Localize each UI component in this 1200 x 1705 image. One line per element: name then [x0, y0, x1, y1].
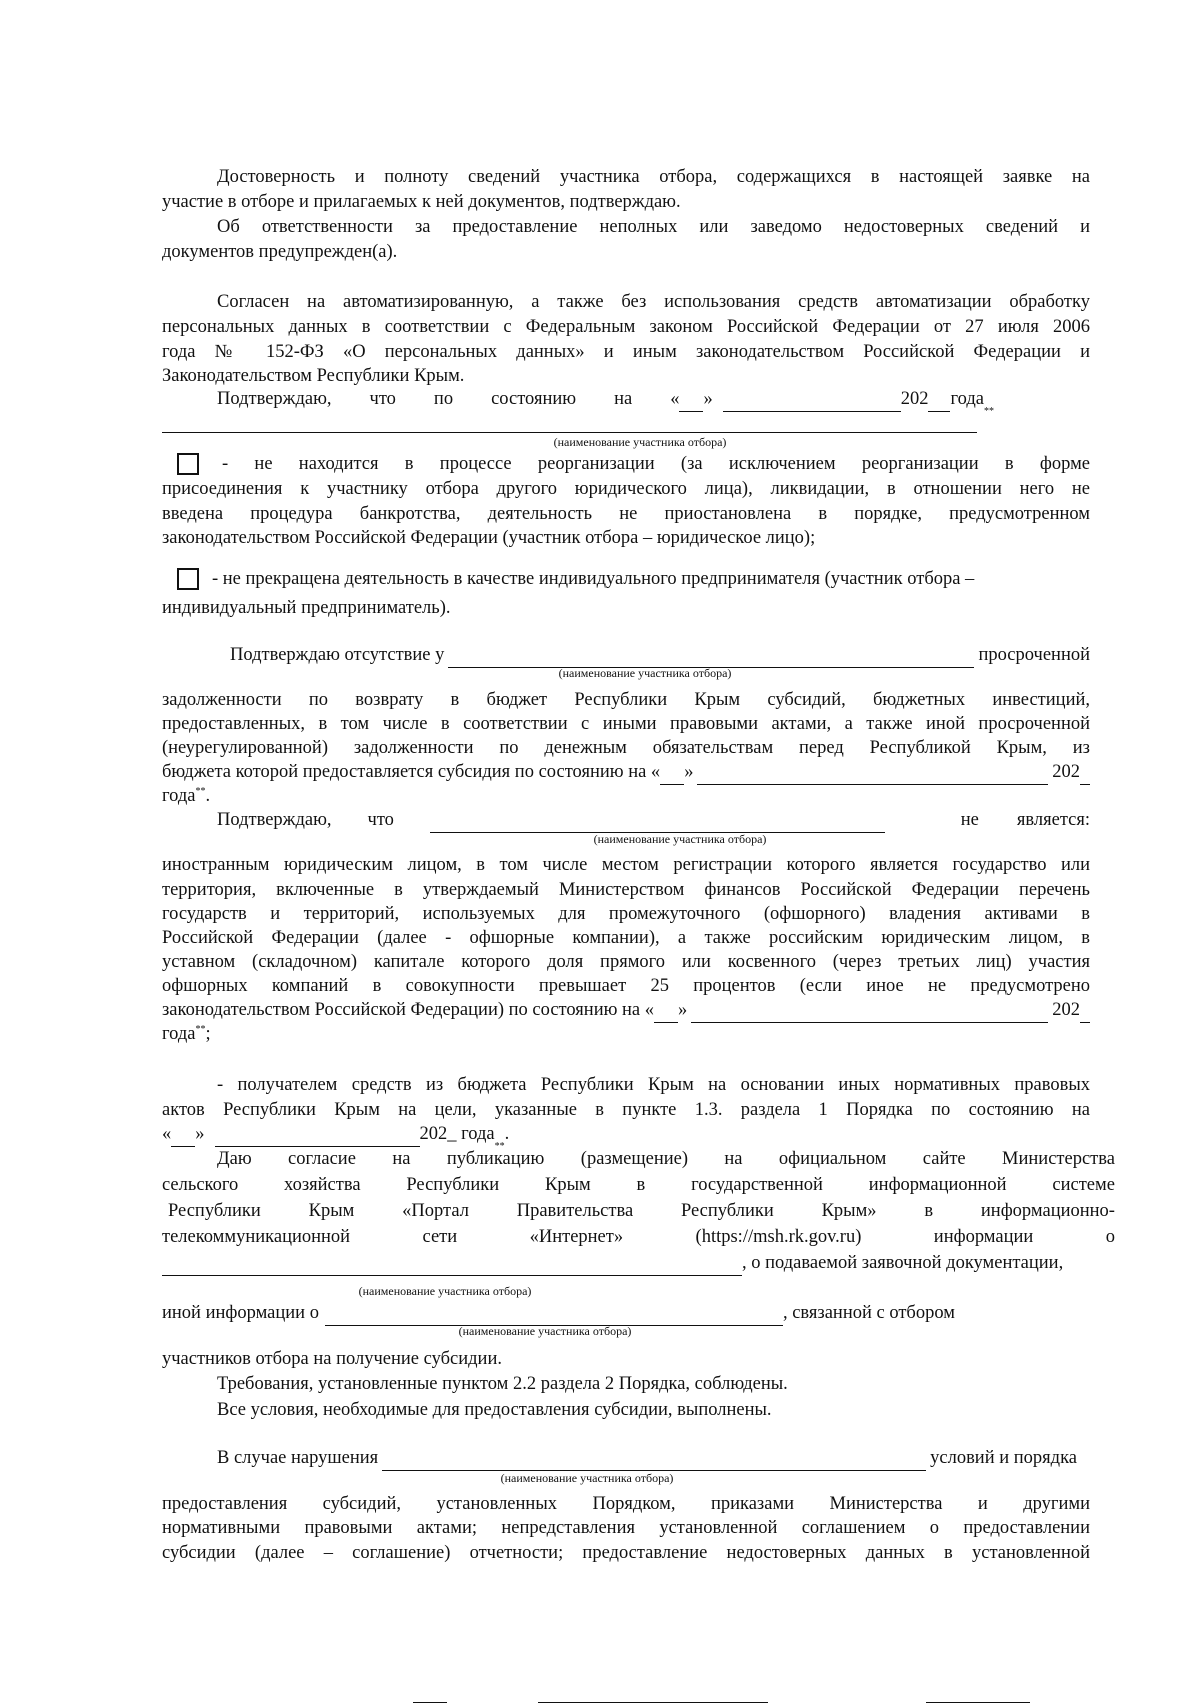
day-blank[interactable]	[171, 1128, 195, 1147]
day-blank[interactable]	[679, 393, 703, 412]
year-prefix: 202	[1052, 1000, 1080, 1020]
confirm-word: на	[614, 389, 633, 409]
not-foreign-line-4: государств и территорий, используемых для промежуточного (офшорного) владения активами в	[162, 904, 1090, 924]
word: о	[1105, 1227, 1115, 1247]
requirements-line: Требования, установленные пунктом 2.2 раздела 2 Порядка, соблюдены.	[217, 1374, 788, 1394]
word: государственной	[691, 1175, 823, 1195]
no-debt-line-4: (неурегулированной) задолженности по денежным обязательствам перед Республикой Крым, из	[162, 738, 1090, 758]
word: (https://msh.rk.gov.ru)	[695, 1227, 862, 1247]
participant-name-blank[interactable]	[448, 648, 974, 668]
legal-entity-line-3: введена процедура банкротства, деятельность не приостановлена в порядке, предусмотренном	[162, 504, 1090, 524]
date-open-quote: «	[670, 389, 680, 409]
year-prefix: 202	[900, 389, 929, 409]
consent-pd-line-1: Согласен на автоматизированную, а также без использования средств автоматизации обработку	[217, 292, 1090, 312]
publication-line-3	[168, 1199, 1115, 1224]
caption-participant: (наименование участника отбора)	[558, 666, 732, 680]
word: в	[924, 1201, 934, 1221]
not-foreign-tail: является:	[1016, 810, 1090, 830]
date-close-quote: »	[703, 389, 713, 409]
no-debt-line-3: предоставленных, в том числе в соответствии с иными правовыми актами, а также иной просроченной	[162, 714, 1090, 734]
confirm-word: Подтверждаю,	[217, 389, 332, 409]
word: информационно-	[980, 1201, 1115, 1221]
signature-line-fragment	[926, 1702, 1030, 1703]
caption-participant: (наименование участника отбора)	[593, 832, 767, 846]
violation-line-4: субсидии (далее – соглашение) отчетности; предоставление недостоверных данных в установленной	[162, 1543, 1090, 1563]
violation-first-line	[217, 1446, 1077, 1471]
word: (размещение)	[580, 1149, 688, 1169]
caption-participant: (наименование участника отбора)	[553, 435, 727, 449]
violation-lead: В случае нарушения	[217, 1448, 379, 1468]
publication-line-5	[162, 1251, 1115, 1276]
consent-pd-line-3: года № 152-ФЗ «О персональных данных» и иным законодательством Российской Федерации и	[162, 342, 1090, 362]
responsibility-line-1: Об ответственности за предоставление неполных или заведомо недостоверных сведений и	[217, 217, 1090, 237]
word: сельского	[162, 1175, 239, 1195]
footnote-mark: **	[195, 785, 206, 797]
legal-entity-line-2: присоединения к участнику отбора другого юридического лица), ликвидации, в отношении него не	[162, 479, 1090, 499]
legal-entity-line-1: - не находится в процессе реорганизации (за исключением реорганизации в форме	[222, 454, 1090, 474]
no-debt-line-6	[162, 784, 1090, 809]
date-close-quote: »	[195, 1124, 205, 1144]
no-debt-first-line	[230, 643, 1090, 668]
caption-participant: (наименование участника отбора)	[458, 1324, 632, 1338]
year-word: года	[162, 1024, 196, 1044]
not-foreign-line-7: офшорных компаний в совокупности превышает 25 процентов (если иное не предусмотрено	[162, 976, 1090, 996]
publication-line-6-tail: , связанной с отбором	[782, 1303, 955, 1323]
word: Республики	[406, 1175, 500, 1195]
day-blank[interactable]	[654, 1004, 678, 1023]
reliability-line-2: участие в отборе и прилагаемых к ней документов, подтверждаю.	[162, 192, 681, 212]
checkbox-individual[interactable]	[177, 568, 199, 590]
word: хозяйства	[284, 1175, 361, 1195]
word: Крым	[308, 1201, 355, 1221]
publication-line-1	[217, 1147, 1115, 1172]
word: Даю	[217, 1149, 252, 1169]
no-debt-tail: просроченной	[978, 645, 1090, 665]
month-blank[interactable]	[691, 1003, 1048, 1023]
year-blank[interactable]	[1080, 1004, 1090, 1023]
publication-line-5-tail: , о подаваемой заявочной документации,	[742, 1253, 1064, 1273]
consent-pd-line-4: Законодательством Республики Крым.	[162, 366, 465, 386]
participant-name-blank[interactable]	[430, 814, 885, 833]
reliability-line-1: Достоверность и полноту сведений участника отбора, содержащихся в настоящей заявке на	[217, 167, 1090, 187]
word: сети	[422, 1227, 458, 1247]
not-foreign-word: Подтверждаю,	[217, 810, 332, 830]
word: системе	[1052, 1175, 1115, 1195]
not-foreign-line-6: уставном (складочном) капитале которого доля прямого или косвенного (через третьих лиц) участия	[162, 952, 1090, 972]
not-foreign-line-3: территория, включенные в утверждаемый Министерством финансов Российской Федерации перечень	[162, 880, 1090, 900]
word: информации	[933, 1227, 1034, 1247]
consent-pd-line-2: персональных данных в соответствии с Федеральным законом Российской Федерации от 27 июля 2006	[162, 317, 1090, 337]
year-word: года	[162, 786, 196, 806]
no-debt-line-5	[162, 760, 1090, 785]
word: публикацию	[446, 1149, 545, 1169]
caption-participant: (наименование участника отбора)	[500, 1471, 674, 1485]
not-foreign-line-5: Российской Федерации (далее - офшорные компании), а также российским юридическим лицом, в	[162, 928, 1090, 948]
word: Республики	[168, 1201, 261, 1221]
line-end: .	[504, 1124, 510, 1144]
publication-line-7: участников отбора на получение субсидии.	[162, 1349, 502, 1369]
word: официальном	[778, 1149, 887, 1169]
not-foreign-line-9	[162, 1022, 1090, 1047]
publication-line-6-lead: иной информации о	[162, 1303, 319, 1323]
not-foreign-line-2: иностранным юридическим лицом, в том числе местом регистрации которого является государство или	[162, 855, 1090, 875]
year-prefix: 202	[1052, 762, 1080, 782]
publication-line-4	[162, 1225, 1115, 1250]
conditions-line: Все условия, необходимые для предоставления субсидии, выполнены.	[217, 1400, 772, 1420]
participant-name-line-1[interactable]	[162, 432, 977, 433]
line-end: ;	[205, 1024, 211, 1044]
individual-line-1: - не прекращена деятельность в качестве индивидуального предпринимателя (участник отбора –	[212, 569, 975, 589]
word: Правительства	[516, 1201, 634, 1221]
year-suffix: года	[950, 389, 984, 409]
not-foreign-line-8	[162, 998, 1090, 1023]
not-foreign-first-line	[217, 808, 1090, 833]
word: в	[636, 1175, 646, 1195]
word: согласие	[288, 1149, 356, 1169]
word: Республики	[680, 1201, 774, 1221]
date-close-quote: »	[678, 1000, 688, 1020]
word: телекоммуникационной	[162, 1227, 351, 1247]
word: Крым»	[821, 1201, 877, 1221]
not-foreign-word: что	[367, 810, 394, 830]
no-debt-lead: Подтверждаю отсутствие у	[230, 645, 445, 665]
recipient-line-2: актов Республики Крым на цели, указанные в пункте 1.3. раздела 1 Порядка по состоянию на	[162, 1100, 1090, 1120]
month-blank[interactable]	[723, 393, 901, 412]
word: «Интернет»	[529, 1227, 624, 1247]
word: на	[724, 1149, 743, 1169]
violation-tail: условий и порядка	[930, 1448, 1077, 1468]
confirm-state-line: Подтверждаю, что по состоянию на « » 202 года **	[217, 389, 994, 417]
date-open-quote: «	[162, 1124, 172, 1144]
word: на	[392, 1149, 411, 1169]
checkbox-legal-entity[interactable]	[177, 453, 199, 475]
word: сайте	[922, 1149, 966, 1169]
confirm-word: по	[433, 389, 454, 409]
month-blank[interactable]	[697, 765, 1048, 785]
word: информационной	[868, 1175, 1007, 1195]
violation-line-2: предоставления субсидий, установленных Порядком, приказами Министерства и другими	[162, 1494, 1090, 1514]
responsibility-line-2: документов предупрежден(а).	[162, 242, 398, 262]
year-blank[interactable]	[1080, 766, 1090, 785]
publication-line-2	[162, 1173, 1115, 1198]
confirm-word: состоянию	[491, 389, 577, 409]
word: Крым	[544, 1175, 591, 1195]
publication-line-6	[162, 1301, 1042, 1326]
no-debt-date-lead: бюджета которой предоставляется субсидия по состоянию на «	[162, 762, 661, 782]
no-debt-line-2: задолженности по возврату в бюджет Республики Крым субсидий, бюджетных инвестиций,	[162, 690, 1090, 710]
recipient-line-1: - получателем средств из бюджета Республики Крым на основании иных нормативных правовых	[217, 1075, 1090, 1095]
confirm-word: что	[369, 389, 396, 409]
signature-line-fragment	[538, 1702, 768, 1703]
line-end: .	[205, 786, 211, 806]
word: «Портал	[402, 1201, 469, 1221]
individual-line-2: индивидуальный предприниматель).	[162, 598, 451, 618]
not-foreign-tail: не	[960, 810, 979, 830]
month-blank[interactable]	[215, 1128, 420, 1147]
not-foreign-date-lead: законодательством Российской Федерации) по состоянию на «	[162, 1000, 655, 1020]
word: Министерства	[1002, 1149, 1115, 1169]
day-blank[interactable]	[660, 766, 684, 785]
signature-line-fragment	[413, 1702, 447, 1703]
year-text: 202_ года	[419, 1124, 495, 1144]
participant-name-blank[interactable]	[162, 1257, 742, 1276]
recipient-line-3: « » 202_ года ** .	[162, 1124, 510, 1152]
violation-line-3: нормативными правовыми актами; непредставления установленной соглашением о предоставлении	[162, 1518, 1090, 1538]
caption-participant: (наименование участника отбора)	[358, 1284, 532, 1298]
participant-name-blank[interactable]	[382, 1451, 926, 1471]
legal-entity-line-4: законодательством Российской Федерации (участник отбора – юридическое лицо);	[162, 528, 816, 548]
footnote-mark: **	[195, 1023, 206, 1035]
date-close-quote: »	[684, 762, 694, 782]
year-blank[interactable]	[928, 393, 950, 412]
